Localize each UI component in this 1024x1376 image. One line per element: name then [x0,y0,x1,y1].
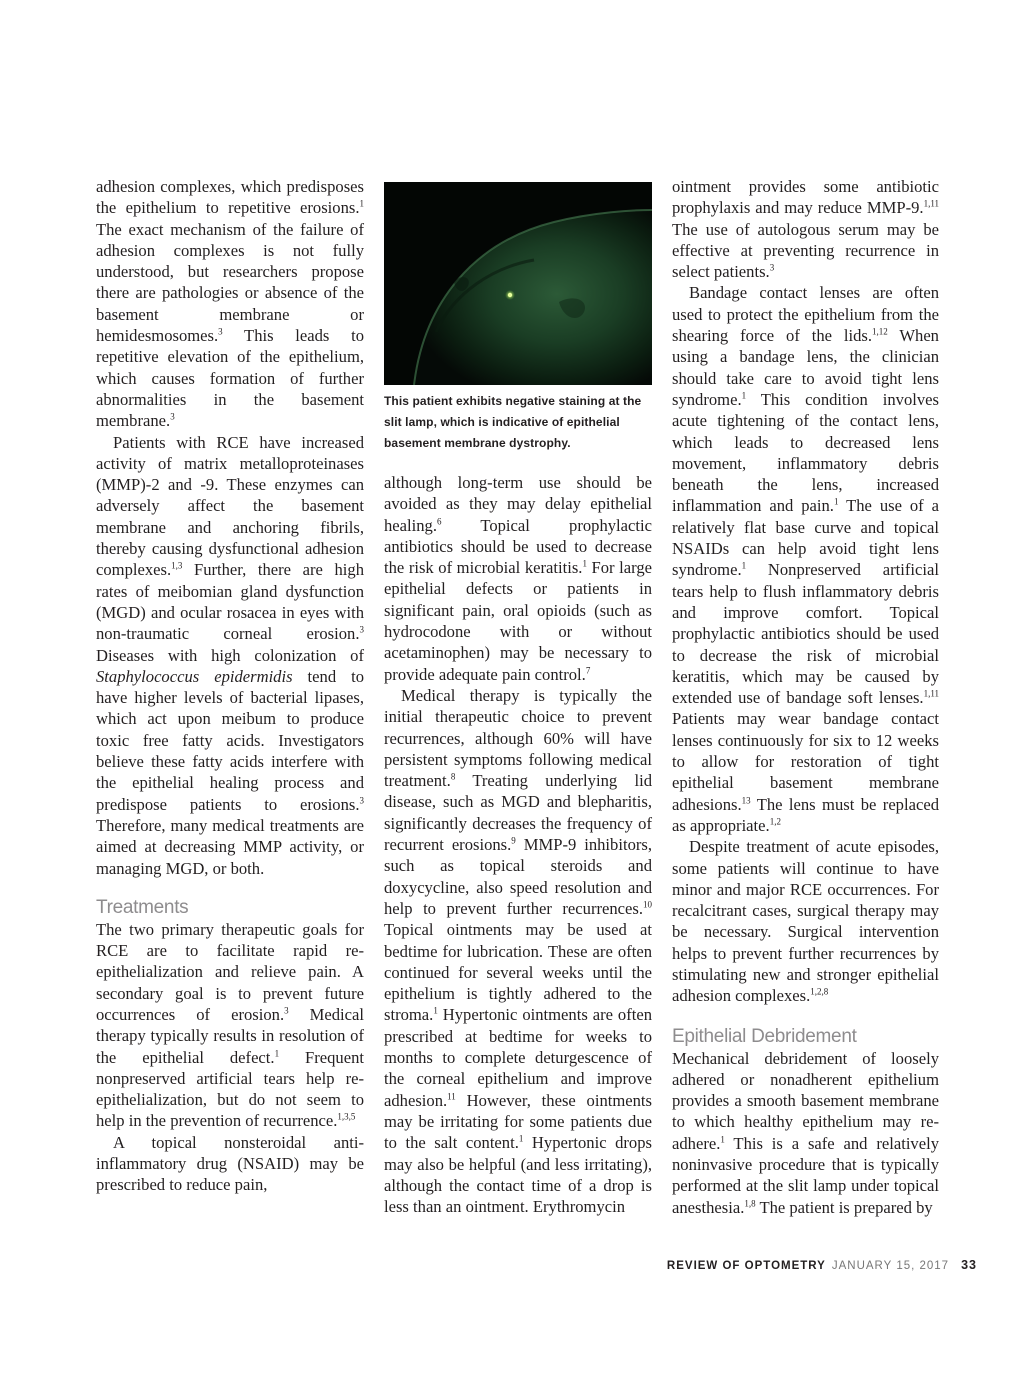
page-footer [667,1258,977,1272]
citation: 13 [741,795,751,806]
citation: 1 [720,1134,725,1145]
publication-name: REVIEW OF OPTOMETRY [666,1260,826,1272]
citation: 1 [741,560,747,571]
paragraph: A topical nonsteroidal anti-inflammatory drug (NSAID) may be prescribed to reduce pain, [96,1132,364,1195]
citation: 1,11 [923,198,939,209]
citation: 1,2 [769,816,781,827]
citation: 9 [511,835,516,846]
citation: 1,11 [923,688,939,699]
article-column-3 [672,176,939,1218]
slit-lamp-photo [384,182,652,385]
page-number: 33 [961,1258,977,1272]
citation: 6 [437,516,442,527]
citation: 1 [359,198,364,209]
citation: 3 [359,624,364,635]
citation: 7 [585,665,591,676]
citation: 1 [582,558,587,569]
citation: 1 [741,390,747,401]
eye-staining-image [384,182,652,385]
figure-caption: This patient exhibits negative staining at the slit lamp, which is indicative of epithelial basement membrane dystrophy. [384,394,642,450]
citation: 8 [450,771,456,782]
citation: 3 [284,1005,289,1016]
paragraph: The two primary therapeutic goals for RCE are to facilitate rapid re-epithelialization and relieve pain. A secondary goal is to prevent future occurrences of erosion.$^3$ Medical therapy typically results in resolution of the epithelial defect.$^1$ Frequent nonpreserved artificial tears help re-epithelialization, but do not seem to help in the prevention of recurrence.$^{1,3,5}$ [96,919,364,1131]
issue-date: JANUARY 15, 2017 [831,1260,950,1272]
paragraph: adhesion complexes, which predisposes the epithelium to repetitive erosions.$^1$ The exact mechanism of the failure of adhesion complexes is not fully understood, but researchers propose there are pathologies or absence of the basement membrane or hemidesmosomes.$^3$ This leads to repetitive elevation of the epithelium, which causes formation of further abnormalities in the basement membrane.$^3$ [96,177,364,431]
citation: 1 [518,1133,524,1144]
citation: 11 [447,1091,456,1102]
paragraph: ointment provides some antibiotic prophylaxis and may reduce MMP-9.$^{1,11}$ The use of autologous serum may be effective at preventing recurrence in select patients.$^3$ [672,177,939,282]
section-heading-treatments: Treatments [96,896,189,918]
citation: 1,12 [872,326,888,337]
citation: 1,2,8 [810,986,829,997]
paragraph: Patients with RCE have increased activity of matrix metalloproteinases (MMP)-2 and -9. These enzymes can adversely affect the basement membrane and anchoring fibrils, thereby causing dysfunctional adhesion complexes.$^{1,3}$ Further, there are high rates of meibomian gland dysfunction (MGD) and ocular rosacea in eyes with non-traumatic corneal erosion.$^3$ Diseases with high colonization of Staphylococcus epidermidis tend to have higher levels of bacterial lipases, which act upon meibum to produce toxic free fatty acids. Investigators believe these fatty acids interfere with the epithelial healing process and predispose patients to erosions.$^3$ Therefore, many medical treatments are aimed at decreasing MMP activity, or managing MGD, or both. [96,432,365,878]
citation: 1 [833,496,839,507]
paragraph: Medical therapy is typically the initial therapeutic choice to prevent recurrences, although 60% will have persistent symptoms following medical treatment.$^8$ Treating underlying lid disease, such as MGD and blepharitis, significantly decreases the frequency of recurrent erosions.$^9$ MMP-9 inhibitors, such as topical steroids and doxycycline, also speed resolution and help to prevent further recurrences.$^{10}$ Topical ointments may be used at bedtime for lubrication. These are often continued for several weeks until the epithelium is tightly adhered to the stroma.$^1$ Hypertonic ointments are often prescribed at bedtime for weeks to months to complete deturgescence of the corneal epithelium and improve adhesion.$^{11}$ However, these ointments may be irritating for some patients due to the salt content.$^1$ Hypertonic drops may also be helpful (and less irritating), although the contact time of a drop is less than an ointment. Erythromycin [384,685,652,1217]
citation: 1,3,5 [337,1111,356,1122]
section-heading-debridement: Epithelial Debridement [672,1025,857,1047]
citation: 3 [359,795,364,806]
citation: 1 [433,1005,438,1016]
paragraph: although long-term use should be avoided as they may delay epithelial healing.$^6$ Topical prophylactic antibiotics should be used to decrease the risk of microbial keratitis.$^1$ For large epithelial defects or patients in significant pain, oral opioids (such as hydrocodone with or without acetaminophen) may be necessary to provide adequate pain control.$^7$ [384,473,652,684]
citation: 3 [170,411,175,422]
paragraph: Mechanical debridement of loosely adhered or nonadherent epithelium provides a smooth basement membrane to which healthy epithelium may re-adhere.$^1$ This is a safe and relatively noninvasive procedure that is typically performed at the slit lamp under topical anesthesia.$^{1,8}$ The patient is prepared by [672,1048,939,1217]
citation: 1 [274,1048,280,1059]
citation: 3 [218,326,223,337]
citation: 1,3 [171,560,183,571]
citation: 10 [643,899,652,910]
figure [384,182,652,454]
article-column-2 [384,472,652,1217]
paragraph: Bandage contact lenses are often used to protect the epithelium from the shearing force of the lids.$^{1,12}$ When using a bandage lens, the clinician should take care to avoid tight lens syndrome.$^1$ This condition involves acute tightening of the contact lens, which leads to decreased lens movement, inflammatory debris beneath the lens, increased inflammation and pain.$^1$ The use of a relatively flat base curve and topical NSAIDs can help avoid tight lens syndrome.$^1$ Nonpreserved artificial tears help to flush inflammatory debris and improve comfort. Topical prophylactic antibiotics should be used to decrease the risk of microbial keratitis, which may be caused by extended use of bandage soft lenses.$^{1,11}$ Patients may wear bandage contact lenses continuously for six to 12 weeks to allow for restoration of tight epithelial basement membrane adhesions.$^{13}$ The lens must be replaced as appropriate.$^{1,2}$ [672,283,939,835]
citation: 1,8 [744,1198,756,1209]
paragraph: Despite treatment of acute episodes, some patients will continue to have minor and major RCE occurrences. For recalcitrant cases, surgical therapy may be necessary. Surgical intervention helps to prevent further recurrences by stimulating new and stronger epithelial adhesion complexes.$^{1,2,8}$ [672,837,939,1006]
citation: 3 [769,262,775,273]
article-column-1 [96,176,364,1196]
